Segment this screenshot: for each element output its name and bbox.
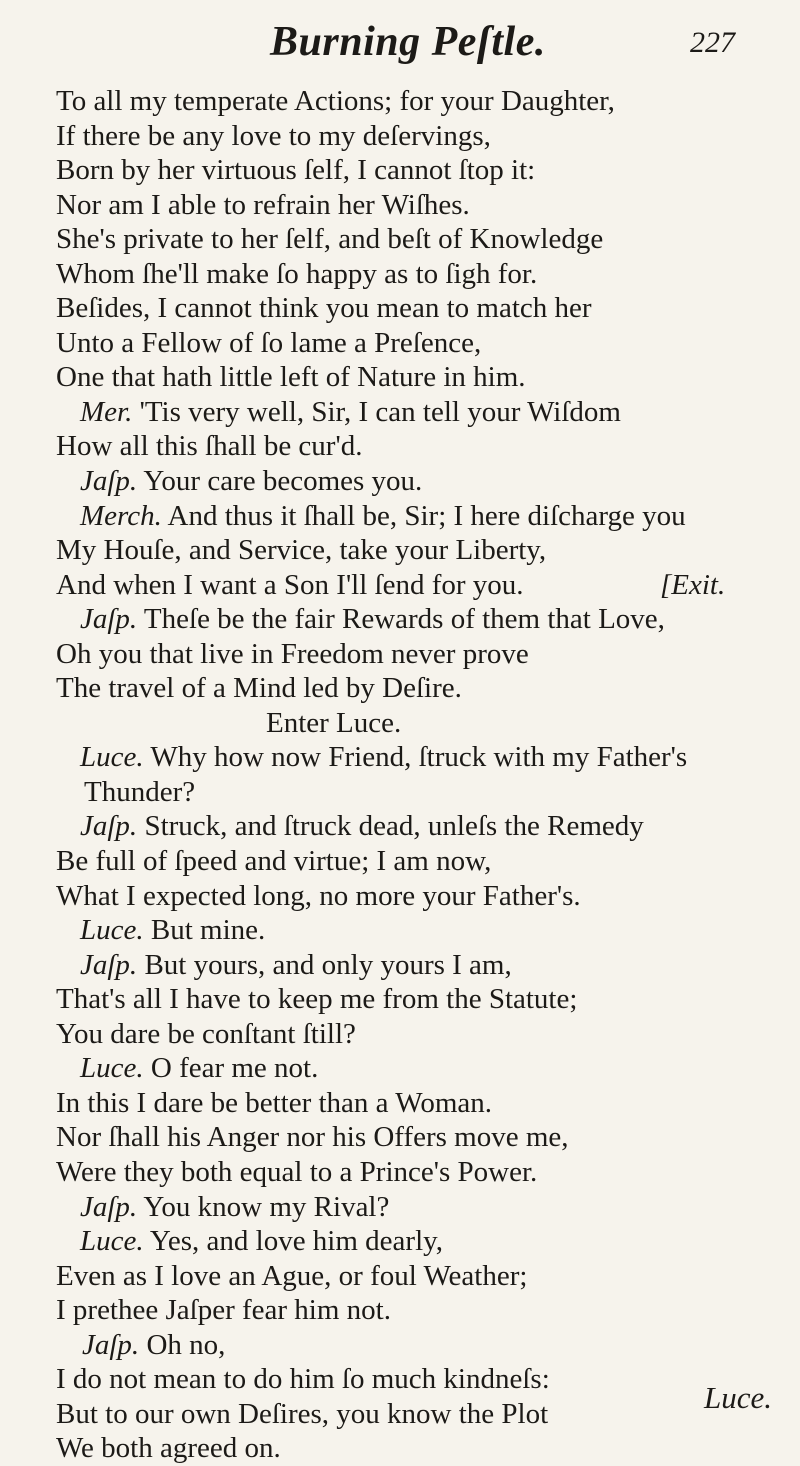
speech-line: Jaſp. Oh no, <box>82 1328 226 1361</box>
speaker-name: Jaſp. <box>80 810 138 843</box>
text-line: The travel of a Mind led by Deſire. <box>56 672 462 705</box>
text-line: Nor ſhall his Anger nor his Offers move me, <box>56 1121 569 1154</box>
stage-direction-exit: [Exit. <box>660 568 726 601</box>
page-number: 227 <box>690 26 735 59</box>
speech-line: Luce. But mine. <box>80 914 266 947</box>
speech-line: Merch. And thus it ſhall be, Sir; I here diſcharge you <box>80 499 686 532</box>
speaker-name: Mer. <box>80 395 133 428</box>
speech-line: Jaſp. You know my Rival? <box>80 1190 390 1223</box>
speech-line: Luce. O fear me not. <box>80 1052 319 1085</box>
text-line: Born by her virtuous ſelf, I cannot ſtop it: <box>56 154 536 187</box>
text-line: One that hath little left of Nature in him. <box>56 361 526 394</box>
page-header <box>0 18 800 78</box>
text-line: I do not mean to do him ſo much kindneſs: <box>56 1363 550 1396</box>
text-line: Were they both equal to a Prince's Power. <box>56 1155 538 1188</box>
speaker-name: Jaſp. <box>80 948 138 981</box>
running-title: Burning Peſtle. <box>270 19 546 65</box>
speaker-name: Jaſp. <box>80 465 138 498</box>
text-line: My Houſe, and Service, take your Liberty, <box>56 534 547 567</box>
text-line: Thunder? <box>84 775 196 808</box>
text-line: And when I want a Son I'll ſend for you. [Exit. <box>56 568 726 601</box>
text-line: You dare be conſtant ſtill? <box>56 1017 356 1050</box>
text-line: Nor am I able to refrain her Wiſhes. <box>56 188 470 221</box>
text-line: But to our own Deſires, you know the Plot <box>56 1397 549 1430</box>
text-line: Whom ſhe'll make ſo happy as to ſigh for. <box>56 257 538 290</box>
speech-line: Jaſp. Struck, and ſtruck dead, unleſs the Remedy <box>80 810 644 843</box>
speech-line: Jaſp. Your care becomes you. <box>80 465 423 498</box>
speaker-name: Luce. <box>80 1052 144 1085</box>
text-line: Be full of ſpeed and virtue; I am now, <box>56 845 492 878</box>
text-line: If there be any love to my deſervings, <box>56 119 491 152</box>
speech-line: Luce. Why how now Friend, ſtruck with my Father's <box>80 741 688 774</box>
text-line: In this I dare be better than a Woman. <box>56 1086 493 1119</box>
catchword: Luce. <box>704 1380 773 1415</box>
speech-line: Jaſp. Theſe be the fair Rewards of them that Love, <box>80 603 665 636</box>
speech-line: Luce. Yes, and love him dearly, <box>80 1225 443 1258</box>
speaker-name: Jaſp. <box>80 1190 138 1223</box>
speaker-name: Luce. <box>80 914 144 947</box>
text-line: She's private to her ſelf, and beſt of Knowledge <box>56 223 604 256</box>
speaker-name: Merch. <box>80 499 162 532</box>
text-line: To all my temperate Actions; for your Daughter, <box>56 85 615 117</box>
text-line: Even as I love an Ague, or foul Weather; <box>56 1259 528 1292</box>
text-line: How all this ſhall be cur'd. <box>56 430 363 463</box>
speaker-name: Jaſp. <box>80 603 138 636</box>
play-text <box>0 84 800 1466</box>
text-line: We both agreed on. <box>56 1432 281 1465</box>
speech-line: Jaſp. But yours, and only yours I am, <box>80 948 512 981</box>
text-line: Unto a Fellow of ſo lame a Preſence, <box>56 326 482 359</box>
text-line: Oh you that live in Freedom never prove <box>56 637 529 670</box>
speech-line: Mer. 'Tis very well, Sir, I can tell your Wiſdom <box>80 395 621 428</box>
stage-direction-enter: Enter Luce. <box>266 706 402 739</box>
text-line: What I expected long, no more your Father's. <box>56 879 581 912</box>
text-line: Beſides, I cannot think you mean to match her <box>56 292 592 325</box>
text-line: I prethee Jaſper fear him not. <box>56 1294 391 1327</box>
speaker-name: Luce. <box>80 741 144 774</box>
speaker-name: Luce. <box>80 1225 144 1258</box>
text-line: That's all I have to keep me from the Statute; <box>56 983 578 1016</box>
speaker-name: Jaſp. <box>82 1328 140 1361</box>
